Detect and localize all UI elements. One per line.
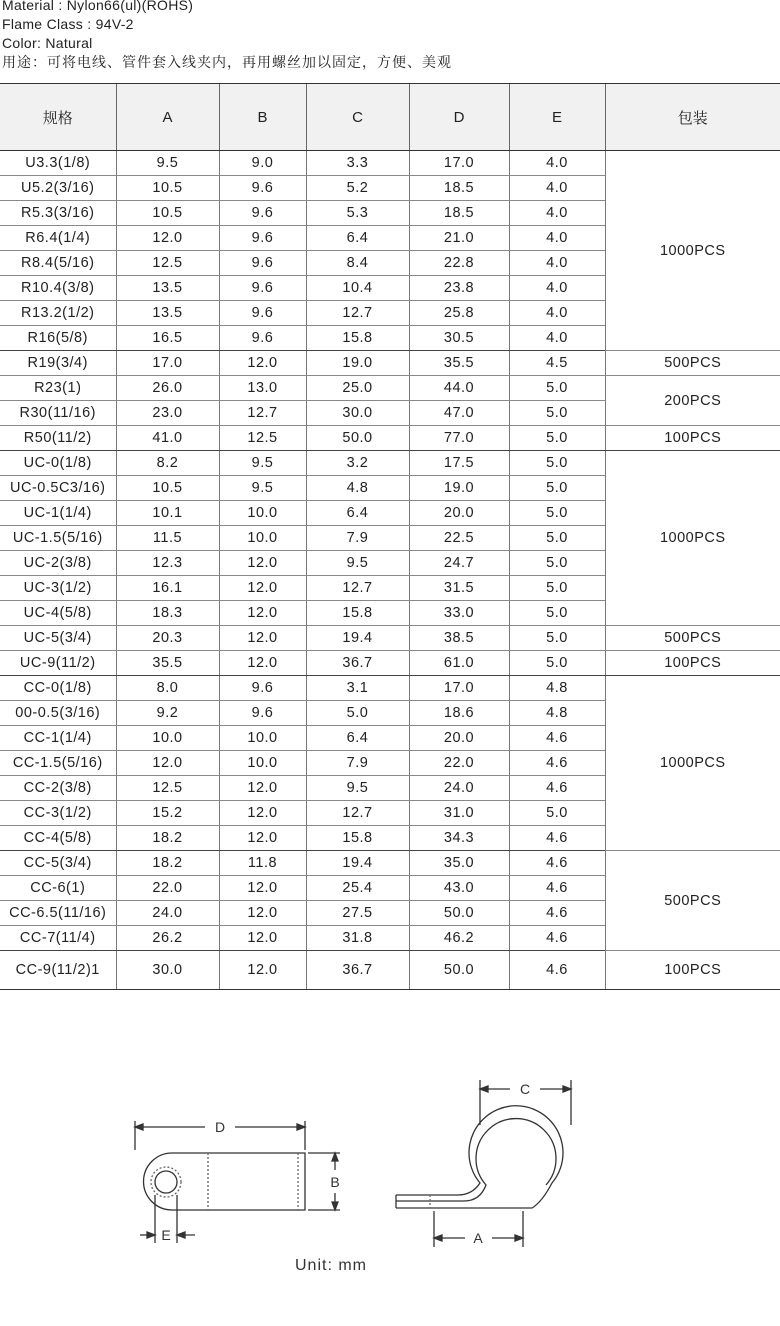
table-header-row: [0, 84, 780, 151]
cell-b: 9.0: [219, 151, 306, 176]
table-row: [0, 351, 780, 376]
cell-a: 13.5: [116, 276, 219, 301]
cell-c: 19.4: [306, 851, 409, 876]
cell-e: 4.0: [509, 276, 605, 301]
cell-b: 9.6: [219, 676, 306, 701]
cell-c: 12.7: [306, 301, 409, 326]
cell-c: 31.8: [306, 926, 409, 951]
cell-d: 20.0: [409, 501, 509, 526]
cell-model: CC-7(11/4): [0, 926, 116, 951]
cell-model: UC-2(3/8): [0, 551, 116, 576]
cell-packaging: 500PCS: [605, 351, 780, 376]
cell-a: 30.0: [116, 951, 219, 990]
spec-header: [2, 0, 452, 72]
cell-b: 12.0: [219, 901, 306, 926]
cell-b: 9.5: [219, 476, 306, 501]
cell-a: 22.0: [116, 876, 219, 901]
cell-c: 15.8: [306, 326, 409, 351]
table-row: [0, 626, 780, 651]
cell-d: 38.5: [409, 626, 509, 651]
cell-model: R8.4(5/16): [0, 251, 116, 276]
cell-c: 15.8: [306, 826, 409, 851]
cell-e: 4.0: [509, 326, 605, 351]
cell-d: 22.8: [409, 251, 509, 276]
cell-d: 17.5: [409, 451, 509, 476]
cell-model: R30(11/16): [0, 401, 116, 426]
cell-d: 50.0: [409, 951, 509, 990]
cell-d: 31.0: [409, 801, 509, 826]
cell-e: 5.0: [509, 651, 605, 676]
cell-model: R16(5/8): [0, 326, 116, 351]
cell-d: 30.5: [409, 326, 509, 351]
cell-c: 12.7: [306, 576, 409, 601]
cell-e: 4.6: [509, 776, 605, 801]
cell-d: 44.0: [409, 376, 509, 401]
cell-d: 33.0: [409, 601, 509, 626]
cell-model: CC-5(3/4): [0, 851, 116, 876]
cell-b: 12.0: [219, 926, 306, 951]
cell-a: 10.1: [116, 501, 219, 526]
unit-label: Unit: mm: [295, 1257, 367, 1274]
table-row: [0, 676, 780, 701]
cell-b: 12.0: [219, 351, 306, 376]
cell-c: 12.7: [306, 801, 409, 826]
cell-model: UC-0.5C3/16): [0, 476, 116, 501]
cell-e: 5.0: [509, 526, 605, 551]
cell-b: 10.0: [219, 526, 306, 551]
cell-c: 3.2: [306, 451, 409, 476]
cell-c: 27.5: [306, 901, 409, 926]
cell-e: 5.0: [509, 601, 605, 626]
cell-b: 12.0: [219, 626, 306, 651]
cell-model: U3.3(1/8): [0, 151, 116, 176]
cell-e: 4.8: [509, 676, 605, 701]
cell-model: UC-5(3/4): [0, 626, 116, 651]
cell-d: 77.0: [409, 426, 509, 451]
cell-e: 4.0: [509, 151, 605, 176]
material-text: Material : Nylon66(ul)(ROHS): [2, 0, 194, 13]
cell-c: 50.0: [306, 426, 409, 451]
cell-a: 10.5: [116, 476, 219, 501]
cell-model: R13.2(1/2): [0, 301, 116, 326]
cell-a: 9.2: [116, 701, 219, 726]
cell-e: 5.0: [509, 376, 605, 401]
table-row: [0, 951, 780, 990]
cell-a: 10.0: [116, 726, 219, 751]
cell-e: 5.0: [509, 551, 605, 576]
cell-e: 4.8: [509, 701, 605, 726]
cell-e: 4.6: [509, 876, 605, 901]
cell-packaging: 500PCS: [605, 851, 780, 951]
cell-b: 9.6: [219, 326, 306, 351]
table-row: [0, 451, 780, 476]
cell-c: 19.0: [306, 351, 409, 376]
cell-model: UC-4(5/8): [0, 601, 116, 626]
cell-e: 5.0: [509, 426, 605, 451]
cell-c: 25.0: [306, 376, 409, 401]
dim-e-label: E: [161, 1227, 171, 1243]
cell-b: 9.5: [219, 451, 306, 476]
table-row: [0, 426, 780, 451]
cell-d: 21.0: [409, 226, 509, 251]
cell-packaging: 100PCS: [605, 951, 780, 990]
cell-b: 10.0: [219, 501, 306, 526]
cell-e: 4.6: [509, 926, 605, 951]
cell-a: 11.5: [116, 526, 219, 551]
cell-d: 22.0: [409, 751, 509, 776]
cell-e: 4.6: [509, 901, 605, 926]
cell-c: 7.9: [306, 751, 409, 776]
cell-a: 12.0: [116, 226, 219, 251]
cell-b: 12.0: [219, 651, 306, 676]
cell-c: 3.1: [306, 676, 409, 701]
cell-b: 9.6: [219, 701, 306, 726]
cell-d: 43.0: [409, 876, 509, 901]
cell-b: 10.0: [219, 751, 306, 776]
cell-model: R19(3/4): [0, 351, 116, 376]
cell-a: 26.0: [116, 376, 219, 401]
cell-model: CC-1.5(5/16): [0, 751, 116, 776]
cell-c: 10.4: [306, 276, 409, 301]
cell-b: 12.0: [219, 551, 306, 576]
cell-d: 34.3: [409, 826, 509, 851]
cell-e: 4.0: [509, 226, 605, 251]
cell-a: 12.5: [116, 776, 219, 801]
cell-packaging: 100PCS: [605, 651, 780, 676]
cell-a: 24.0: [116, 901, 219, 926]
cell-a: 18.2: [116, 826, 219, 851]
cell-c: 7.9: [306, 526, 409, 551]
cell-e: 4.0: [509, 301, 605, 326]
cell-a: 18.2: [116, 851, 219, 876]
cell-packaging: 1000PCS: [605, 451, 780, 626]
cell-model: UC-1.5(5/16): [0, 526, 116, 551]
cell-d: 24.7: [409, 551, 509, 576]
cell-c: 36.7: [306, 651, 409, 676]
cell-d: 17.0: [409, 151, 509, 176]
cell-model: R10.4(3/8): [0, 276, 116, 301]
cell-d: 35.0: [409, 851, 509, 876]
cell-d: 47.0: [409, 401, 509, 426]
cell-b: 12.0: [219, 951, 306, 990]
cell-a: 12.3: [116, 551, 219, 576]
cell-packaging: 500PCS: [605, 626, 780, 651]
cell-a: 13.5: [116, 301, 219, 326]
cell-e: 5.0: [509, 401, 605, 426]
cell-e: 5.0: [509, 501, 605, 526]
cell-e: 4.0: [509, 251, 605, 276]
cell-a: 12.5: [116, 251, 219, 276]
cell-e: 4.5: [509, 351, 605, 376]
cell-d: 22.5: [409, 526, 509, 551]
cell-e: 4.6: [509, 826, 605, 851]
cell-model: 00-0.5(3/16): [0, 701, 116, 726]
cell-e: 5.0: [509, 451, 605, 476]
cell-b: 12.0: [219, 776, 306, 801]
cell-a: 9.5: [116, 151, 219, 176]
table-row: [0, 651, 780, 676]
cell-a: 15.2: [116, 801, 219, 826]
usage-text: 用途：可将电线、管件套入线夹内，再用螺丝加以固定，方便、美观: [2, 54, 452, 70]
cell-d: 20.0: [409, 726, 509, 751]
cell-b: 12.0: [219, 801, 306, 826]
table-body: [0, 151, 780, 990]
cell-b: 12.0: [219, 826, 306, 851]
cell-e: 4.0: [509, 201, 605, 226]
cell-packaging: 1000PCS: [605, 676, 780, 851]
header-packaging: 包装: [605, 84, 780, 151]
cell-model: CC-1(1/4): [0, 726, 116, 751]
cell-b: 9.6: [219, 301, 306, 326]
flame-class-text: Flame Class : 94V-2: [2, 16, 134, 32]
cell-a: 17.0: [116, 351, 219, 376]
cell-c: 25.4: [306, 876, 409, 901]
header-a: A: [116, 84, 219, 151]
cell-c: 9.5: [306, 776, 409, 801]
cell-c: 4.8: [306, 476, 409, 501]
cell-a: 8.2: [116, 451, 219, 476]
cell-packaging: 1000PCS: [605, 151, 780, 351]
cell-d: 24.0: [409, 776, 509, 801]
cell-d: 18.6: [409, 701, 509, 726]
cell-packaging: 200PCS: [605, 376, 780, 426]
cell-a: 23.0: [116, 401, 219, 426]
dim-c-label: C: [519, 1081, 531, 1097]
cell-model: CC-6.5(11/16): [0, 901, 116, 926]
cell-c: 6.4: [306, 501, 409, 526]
cell-d: 31.5: [409, 576, 509, 601]
dim-a-label: A: [473, 1230, 483, 1246]
cell-c: 5.0: [306, 701, 409, 726]
cell-b: 13.0: [219, 376, 306, 401]
cell-b: 9.6: [219, 226, 306, 251]
cell-e: 4.6: [509, 751, 605, 776]
dim-b-label: B: [330, 1174, 340, 1190]
cell-model: CC-9(11/2)1: [0, 951, 116, 990]
cell-model: UC-3(1/2): [0, 576, 116, 601]
header-e: E: [509, 84, 605, 151]
cell-packaging: 100PCS: [605, 426, 780, 451]
cell-b: 12.0: [219, 576, 306, 601]
cell-a: 18.3: [116, 601, 219, 626]
header-b: B: [219, 84, 306, 151]
cell-d: 19.0: [409, 476, 509, 501]
cell-c: 8.4: [306, 251, 409, 276]
cell-b: 12.7: [219, 401, 306, 426]
cell-model: CC-4(5/8): [0, 826, 116, 851]
cell-d: 50.0: [409, 901, 509, 926]
cell-model: CC-6(1): [0, 876, 116, 901]
cell-d: 23.8: [409, 276, 509, 301]
cell-model: R6.4(1/4): [0, 226, 116, 251]
cell-c: 30.0: [306, 401, 409, 426]
cell-e: 5.0: [509, 801, 605, 826]
cell-model: UC-9(11/2): [0, 651, 116, 676]
cell-c: 15.8: [306, 601, 409, 626]
cell-a: 41.0: [116, 426, 219, 451]
cell-c: 9.5: [306, 551, 409, 576]
cell-a: 10.5: [116, 201, 219, 226]
cell-e: 4.0: [509, 176, 605, 201]
cell-e: 5.0: [509, 626, 605, 651]
cell-d: 18.5: [409, 176, 509, 201]
cell-a: 8.0: [116, 676, 219, 701]
cell-e: 4.6: [509, 726, 605, 751]
header-d: D: [409, 84, 509, 151]
cell-a: 10.5: [116, 176, 219, 201]
cell-c: 3.3: [306, 151, 409, 176]
cell-model: UC-1(1/4): [0, 501, 116, 526]
cell-c: 19.4: [306, 626, 409, 651]
header-c: C: [306, 84, 409, 151]
cell-e: 5.0: [509, 476, 605, 501]
cell-model: R5.3(3/16): [0, 201, 116, 226]
cell-d: 17.0: [409, 676, 509, 701]
cell-b: 9.6: [219, 201, 306, 226]
cell-e: 4.6: [509, 951, 605, 990]
cell-model: UC-0(1/8): [0, 451, 116, 476]
cell-b: 9.6: [219, 251, 306, 276]
cell-c: 36.7: [306, 951, 409, 990]
cell-a: 12.0: [116, 751, 219, 776]
cell-a: 26.2: [116, 926, 219, 951]
table-row: [0, 851, 780, 876]
cell-model: R50(11/2): [0, 426, 116, 451]
cell-a: 16.5: [116, 326, 219, 351]
cell-e: 5.0: [509, 576, 605, 601]
cell-model: U5.2(3/16): [0, 176, 116, 201]
cell-b: 9.6: [219, 276, 306, 301]
cell-a: 35.5: [116, 651, 219, 676]
cell-c: 5.2: [306, 176, 409, 201]
spec-table: [0, 83, 780, 990]
cell-model: CC-3(1/2): [0, 801, 116, 826]
cell-d: 46.2: [409, 926, 509, 951]
cell-b: 12.0: [219, 601, 306, 626]
cell-d: 18.5: [409, 201, 509, 226]
cell-b: 12.5: [219, 426, 306, 451]
cell-e: 4.6: [509, 851, 605, 876]
color-text: Color: Natural: [2, 35, 93, 51]
cell-d: 61.0: [409, 651, 509, 676]
table-row: [0, 151, 780, 176]
cell-b: 9.6: [219, 176, 306, 201]
cell-c: 6.4: [306, 226, 409, 251]
cell-model: CC-2(3/8): [0, 776, 116, 801]
table-row: [0, 376, 780, 401]
header-model: 规格: [0, 84, 116, 151]
cell-a: 20.3: [116, 626, 219, 651]
cell-a: 16.1: [116, 576, 219, 601]
cell-b: 11.8: [219, 851, 306, 876]
cell-b: 12.0: [219, 876, 306, 901]
cell-d: 35.5: [409, 351, 509, 376]
dim-d-label: D: [214, 1119, 226, 1135]
cell-d: 25.8: [409, 301, 509, 326]
cell-b: 10.0: [219, 726, 306, 751]
cell-model: R23(1): [0, 376, 116, 401]
cell-c: 5.3: [306, 201, 409, 226]
cell-c: 6.4: [306, 726, 409, 751]
cell-model: CC-0(1/8): [0, 676, 116, 701]
